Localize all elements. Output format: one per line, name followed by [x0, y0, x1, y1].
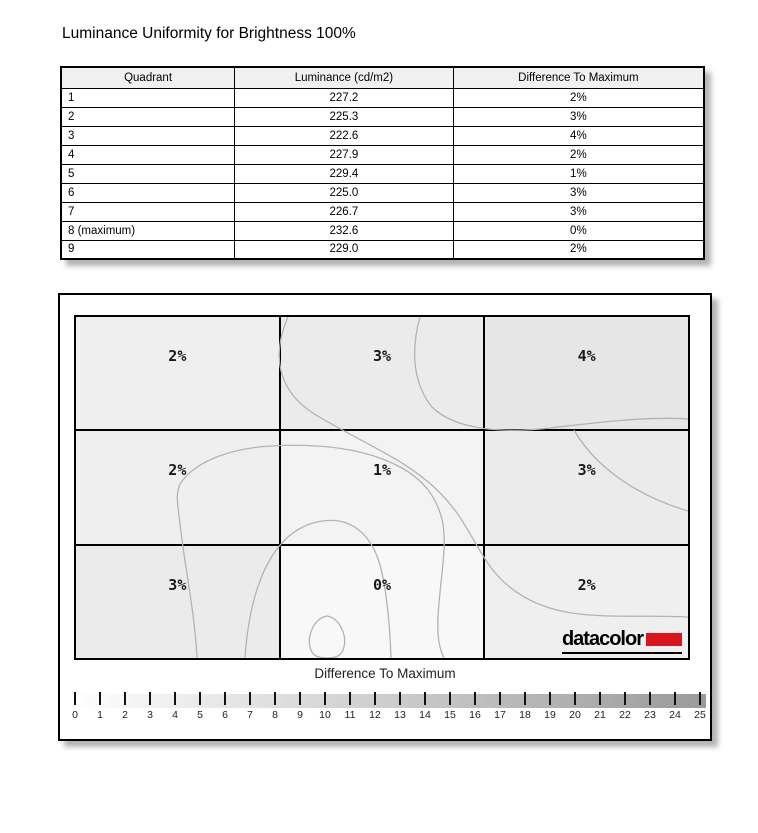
difference-cell: 3%: [453, 202, 704, 221]
luminance-cell: 232.6: [235, 221, 454, 240]
tick-mark: [449, 692, 451, 705]
quadrant-cell: 3: [61, 126, 235, 145]
tick-mark: [574, 692, 576, 705]
tick-mark: [99, 692, 101, 705]
luminance-cell: 229.4: [235, 164, 454, 183]
quadrant-cell: 4: [61, 145, 235, 164]
tick-mark: [649, 692, 651, 705]
tick-mark: [499, 692, 501, 705]
quadrant-cell: 5: [61, 164, 235, 183]
tick-label: 11: [344, 709, 356, 721]
tick-label: 23: [644, 709, 656, 721]
luminance-cell: 227.2: [235, 88, 454, 107]
colorbar-title: Difference To Maximum: [314, 666, 456, 681]
map-cell: [76, 546, 279, 658]
luminance-cell: 226.7: [235, 202, 454, 221]
table-row: [61, 240, 704, 259]
header-quadrant: Quadrant: [61, 67, 235, 88]
cell-percent-label: 2%: [577, 575, 596, 594]
tick-mark: [524, 692, 526, 705]
datacolor-logo-text: datacolor: [561, 628, 643, 650]
tick-label: 12: [369, 709, 381, 721]
tick-mark: [249, 692, 251, 705]
tick-mark: [399, 692, 401, 705]
tick-mark: [349, 692, 351, 705]
header-difference: Difference To Maximum: [453, 67, 704, 88]
tick-label: 18: [519, 709, 531, 721]
tick-label: 21: [594, 709, 606, 721]
cell-percent-label: 1%: [372, 461, 392, 480]
difference-cell: 0%: [453, 221, 704, 240]
tick-label: 22: [619, 709, 631, 721]
difference-cell: 1%: [453, 164, 704, 183]
cell-percent-label: 0%: [372, 575, 392, 594]
datacolor-logo-red-block: [646, 633, 682, 646]
table-row: [61, 221, 704, 240]
tick-mark: [149, 692, 151, 705]
map-cell: [281, 431, 484, 543]
table-header-row: [61, 67, 704, 88]
tick-label: 8: [272, 709, 278, 721]
cell-percent-label: 4%: [577, 347, 596, 365]
tick-mark: [224, 692, 226, 705]
page-title: Luminance Uniformity for Brightness 100%: [62, 25, 356, 42]
quadrant-cell: 9: [61, 240, 235, 259]
difference-cell: 3%: [453, 107, 704, 126]
tick-mark: [174, 692, 176, 705]
tick-label: 19: [544, 709, 556, 721]
quadrant-cell: 6: [61, 183, 235, 202]
table-row: [61, 126, 704, 145]
tick-mark: [474, 692, 476, 705]
tick-label: 25: [694, 709, 706, 721]
table-row: [61, 107, 704, 126]
table-row: [61, 145, 704, 164]
tick-mark: [374, 692, 376, 705]
tick-label: 2: [122, 709, 128, 721]
cell-percent-label: 3%: [372, 347, 392, 365]
uniformity-table: [60, 66, 705, 260]
map-cell: [76, 317, 279, 429]
tick-mark: [424, 692, 426, 705]
luminance-cell: 225.0: [235, 183, 454, 202]
quadrant-cell: 1: [61, 88, 235, 107]
luminance-cell: 222.6: [235, 126, 454, 145]
difference-cell: 2%: [453, 240, 704, 259]
tick-label: 6: [222, 709, 228, 721]
tick-label: 7: [247, 709, 253, 721]
tick-mark: [674, 692, 676, 705]
table-row: [61, 202, 704, 221]
map-cell: [281, 546, 484, 658]
tick-mark: [699, 692, 701, 705]
map-cell: [485, 317, 688, 429]
tick-label: 1: [97, 709, 103, 721]
map-cell: [76, 431, 279, 543]
difference-cell: 3%: [453, 183, 704, 202]
quadrant-cell: 2: [61, 107, 235, 126]
luminance-cell: 225.3: [235, 107, 454, 126]
cell-percent-label: 3%: [577, 461, 596, 480]
map-cell: [281, 317, 484, 429]
cell-percent-label: 2%: [168, 461, 187, 480]
cell-percent-label: 3%: [168, 575, 187, 594]
tick-label: 3: [147, 709, 153, 721]
tick-label: 0: [72, 709, 78, 721]
tick-label: 20: [569, 709, 581, 721]
cell-percent-label: 2%: [168, 347, 187, 365]
table-row: [61, 164, 704, 183]
tick-label: 15: [444, 709, 456, 721]
header-luminance: Luminance (cd/m2): [235, 67, 454, 88]
difference-cell: 4%: [453, 126, 704, 145]
quadrant-cell: 7: [61, 202, 235, 221]
map-grid: [74, 315, 690, 660]
tick-label: 16: [469, 709, 481, 721]
tick-label: 13: [394, 709, 406, 721]
tick-mark: [549, 692, 551, 705]
tick-label: 17: [494, 709, 506, 721]
table-row: [61, 183, 704, 202]
tick-mark: [624, 692, 626, 705]
difference-cell: 2%: [453, 88, 704, 107]
difference-cell: 2%: [453, 145, 704, 164]
tick-label: 14: [419, 709, 431, 721]
tick-label: 5: [197, 709, 203, 721]
map-cell: [485, 431, 688, 543]
tick-mark: [599, 692, 601, 705]
tick-mark: [74, 692, 76, 705]
tick-mark: [299, 692, 301, 705]
tick-mark: [274, 692, 276, 705]
colorbar-ticks: [72, 692, 706, 722]
luminance-cell: 229.0: [235, 240, 454, 259]
table-row: [61, 88, 704, 107]
uniformity-map-panel: [58, 293, 712, 741]
quadrant-cell: 8 (maximum): [61, 221, 235, 240]
tick-mark: [124, 692, 126, 705]
tick-label: 10: [319, 709, 331, 721]
tick-mark: [324, 692, 326, 705]
tick-mark: [199, 692, 201, 705]
tick-label: 4: [172, 709, 178, 721]
tick-label: 9: [297, 709, 303, 721]
tick-label: 24: [669, 709, 681, 721]
luminance-cell: 227.9: [235, 145, 454, 164]
datacolor-logo: [562, 629, 682, 654]
